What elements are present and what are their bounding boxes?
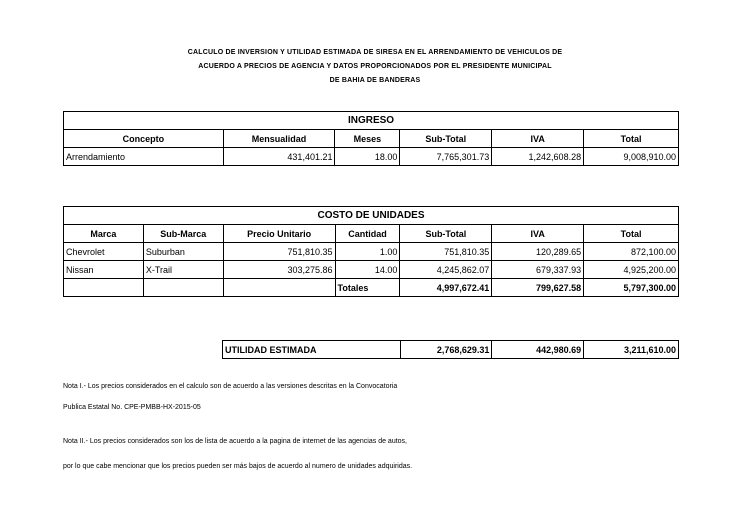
table-row — [64, 261, 679, 279]
note-2-line-2: por lo que cabe mencionar que los precios pueden ser más bajos de acuerdo al numero de unidades adquiridas. — [63, 463, 413, 470]
header-total: Total — [584, 130, 679, 148]
ingreso-title: INGRESO — [64, 112, 679, 130]
total-subtotal: 4,997,672.41 — [400, 279, 492, 297]
header-cantidad: Cantidad — [335, 225, 400, 243]
empty-cell — [64, 279, 144, 297]
header-total: Total — [584, 225, 679, 243]
empty-cell — [223, 279, 335, 297]
header-marca: Marca — [64, 225, 144, 243]
totals-row — [64, 279, 679, 297]
cell-submarca: Suburban — [143, 243, 223, 261]
cell-marca: Nissan — [64, 261, 144, 279]
note-1-line-1: Nota I.- Los precios considerados en el calculo son de acuerdo a las versiones descritas en la Convocatoria — [63, 383, 398, 390]
utilidad-subtotal: 2,768,629.31 — [400, 341, 492, 359]
total-total: 5,797,300.00 — [584, 279, 679, 297]
ingreso-header-row — [64, 130, 679, 148]
cell-iva: 679,337.93 — [492, 261, 584, 279]
heading-line-3: DE BAHIA DE BANDERAS — [329, 77, 421, 84]
header-submarca: Sub-Marca — [143, 225, 223, 243]
note-2-line-1: Nota II.- Los precios considerados son los de lista de acuerdo a la pagina de internet de las agencias de autos, — [63, 438, 407, 445]
header-iva: IVA — [492, 225, 584, 243]
cell-subtotal: 4,245,862.07 — [400, 261, 492, 279]
ingreso-table — [63, 111, 679, 166]
document-heading — [0, 46, 750, 88]
header-iva: IVA — [492, 130, 584, 148]
cell-cantidad: 14.00 — [335, 261, 400, 279]
cell-precio-unitario: 751,810.35 — [223, 243, 335, 261]
header-subtotal: Sub-Total — [400, 130, 492, 148]
ingreso-title-row — [64, 112, 679, 130]
table-row — [64, 148, 679, 166]
cell-subtotal: 7,765,301.73 — [400, 148, 492, 166]
utilidad-iva: 442,980.69 — [492, 341, 584, 359]
totals-label: Totales — [335, 279, 400, 297]
header-concepto: Concepto — [64, 130, 224, 148]
cell-mensualidad: 431,401.21 — [223, 148, 335, 166]
cell-concepto: Arrendamiento — [64, 148, 224, 166]
utilidad-row — [223, 341, 679, 359]
note-1-line-2: Publica Estatal No. CPE-PMBB-HX-2015-05 — [63, 404, 201, 411]
header-precio-unitario: Precio Unitario — [223, 225, 335, 243]
cell-total: 4,925,200.00 — [584, 261, 679, 279]
costo-title: COSTO DE UNIDADES — [64, 207, 679, 225]
cell-precio-unitario: 303,275.86 — [223, 261, 335, 279]
cell-total: 9,008,910.00 — [584, 148, 679, 166]
header-mensualidad: Mensualidad — [223, 130, 335, 148]
cell-marca: Chevrolet — [64, 243, 144, 261]
table-row — [64, 243, 679, 261]
header-meses: Meses — [335, 130, 400, 148]
cell-subtotal: 751,810.35 — [400, 243, 492, 261]
cell-submarca: X-Trail — [143, 261, 223, 279]
utilidad-label: UTILIDAD ESTIMADA — [223, 341, 401, 359]
empty-cell — [143, 279, 223, 297]
cell-cantidad: 1.00 — [335, 243, 400, 261]
costo-unidades-table — [63, 206, 679, 297]
header-subtotal: Sub-Total — [400, 225, 492, 243]
total-iva: 799,627.58 — [492, 279, 584, 297]
costo-title-row — [64, 207, 679, 225]
costo-header-row — [64, 225, 679, 243]
cell-iva: 120,289.65 — [492, 243, 584, 261]
cell-iva: 1,242,608.28 — [492, 148, 584, 166]
utilidad-table — [222, 340, 679, 359]
cell-meses: 18.00 — [335, 148, 400, 166]
cell-total: 872,100.00 — [584, 243, 679, 261]
heading-line-2: ACUERDO A PRECIOS DE AGENCIA Y DATOS PROPORCIONADOS POR EL PRESIDENTE MUNICIPAL — [198, 63, 552, 70]
heading-line-1: CALCULO DE INVERSION Y UTILIDAD ESTIMADA DE SIRESA EN EL ARRENDAMIENTO DE VEHICULOS DE — [187, 49, 563, 56]
utilidad-total: 3,211,610.00 — [584, 341, 679, 359]
